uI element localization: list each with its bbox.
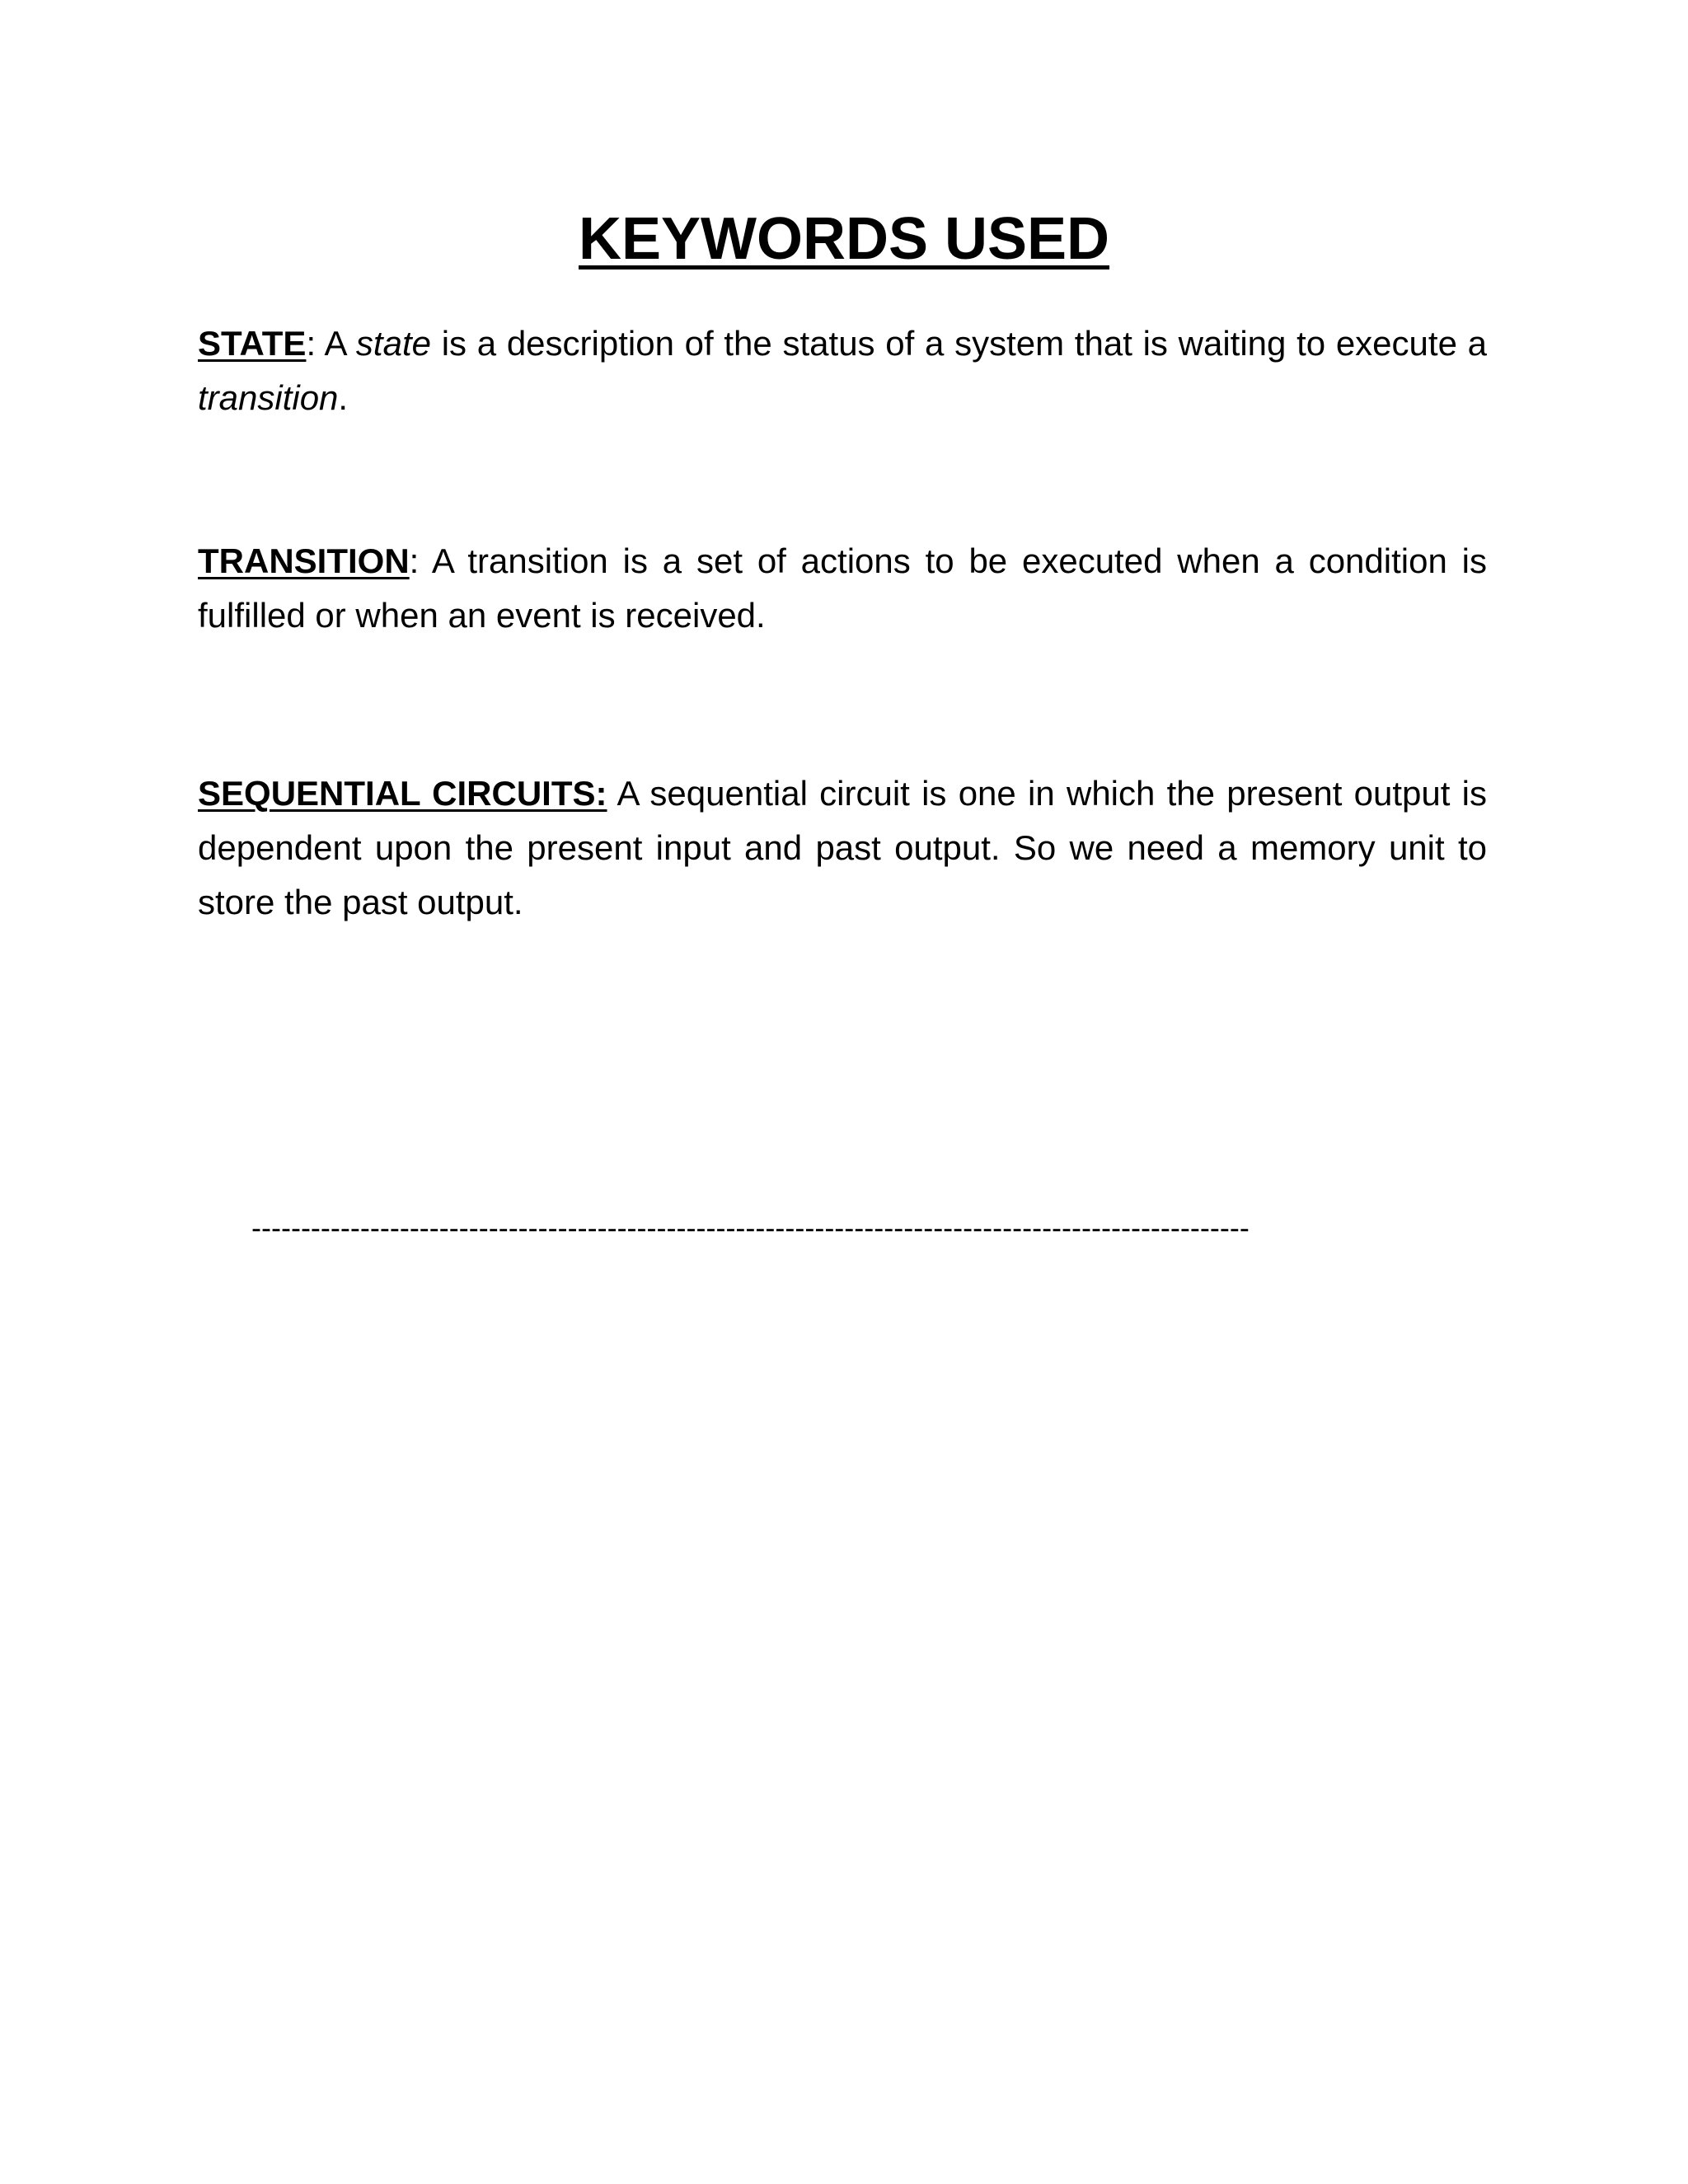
dashed-divider: ----------------------------------------------------------------------------------------------------- [251,1211,1250,1244]
keyword-separator: : [306,324,316,363]
keyword-term-sequential-circuits: SEQUENTIAL CIRCUITS: [198,774,607,813]
definition-emphasis: state [355,324,431,363]
keyword-term-state: STATE [198,324,307,363]
keyword-entry-sequential-circuits [198,766,1487,930]
page-title [0,198,1688,280]
definition-text: is a description of the status of a system that is waiting to execute a [430,324,1487,363]
keyword-term-transition: TRANSITION [198,541,410,580]
definition-emphasis: transition [198,378,339,417]
definition-text: A transition is a set of actions to be executed when a condition is fulfilled or when an event is received. [198,541,1487,635]
keyword-entry-transition [198,534,1487,643]
definition-text: . [338,378,349,417]
page-title-text: KEYWORDS USED [578,206,1110,272]
keyword-entry-state [198,316,1487,425]
definition-text: A [316,324,356,363]
definition-text: A sequential circuit is one in which the present output is dependent upon the present input and past output. So we need a memory unit to store the past output. [198,774,1487,921]
keyword-separator: : [409,541,420,580]
